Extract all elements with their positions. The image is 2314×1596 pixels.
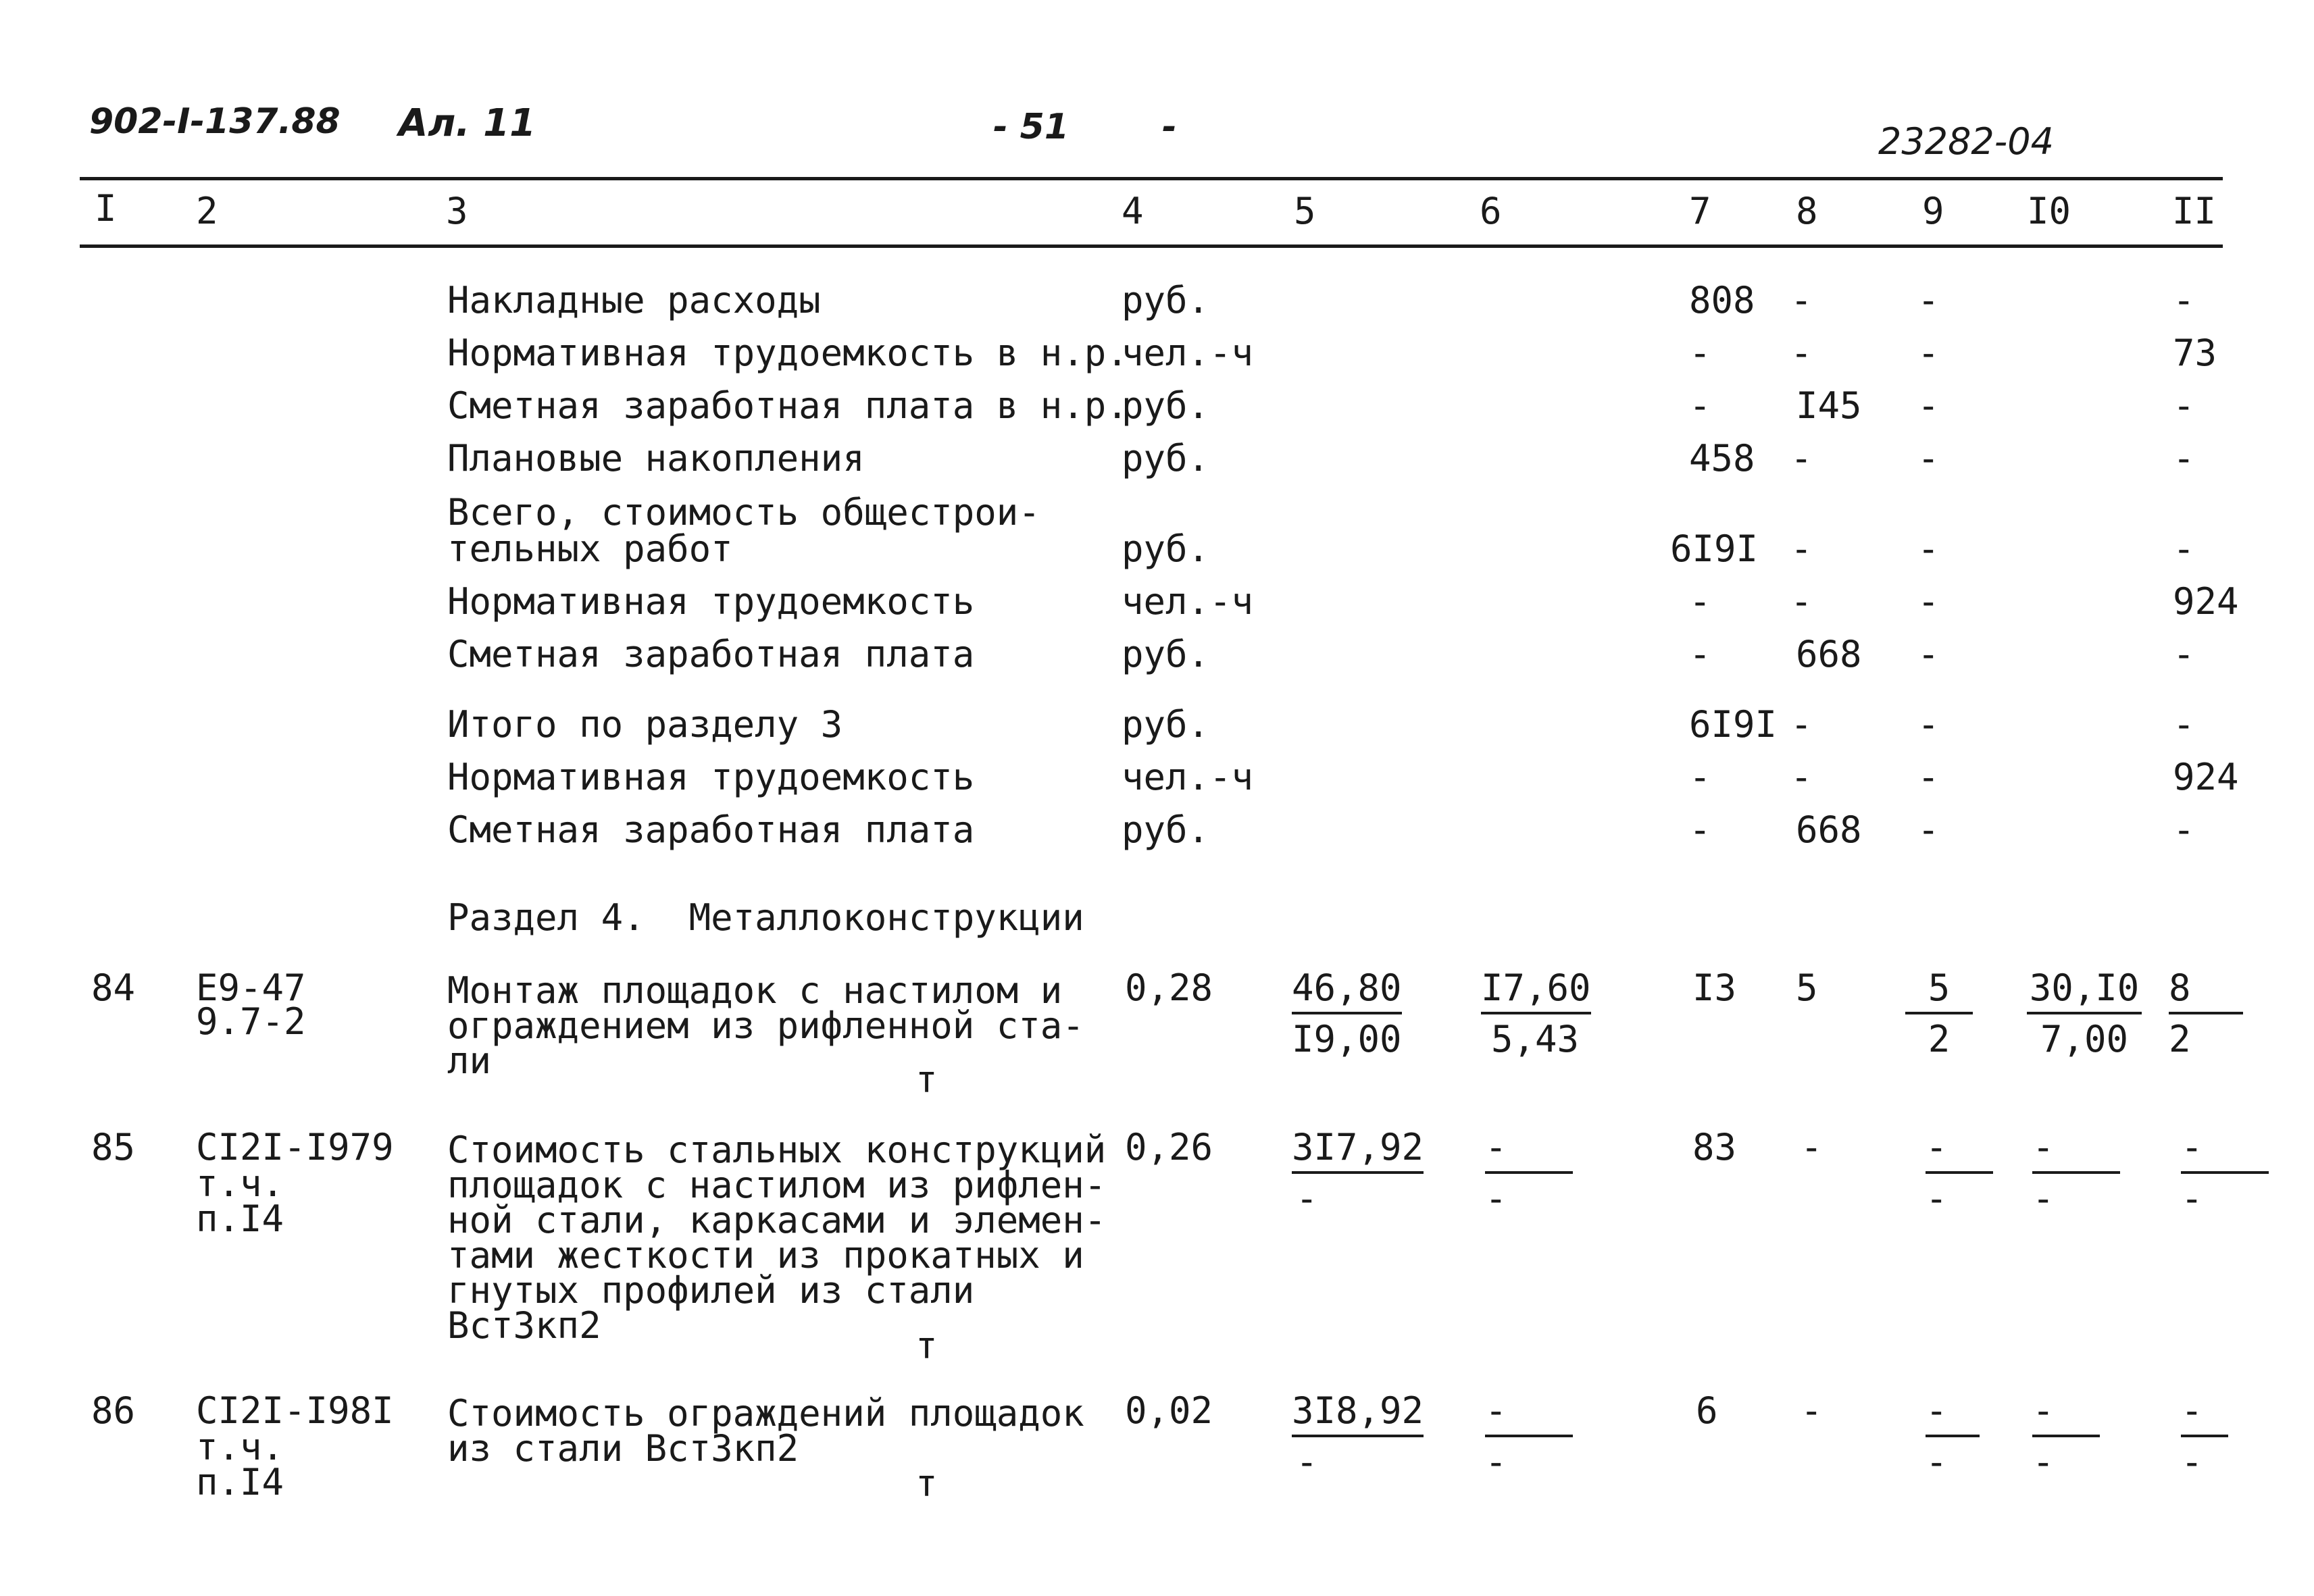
item-c6 <box>1481 967 1591 1060</box>
summary-row-c9: - <box>1917 527 1940 570</box>
item-c5-top: 3I8,92 <box>1292 1393 1424 1437</box>
summary-row-unit: руб. <box>1122 703 1210 746</box>
summary-row-name-line1: Всего, стоимость общестрои- <box>447 491 1040 534</box>
item-code-line: т.ч. <box>196 1162 284 1205</box>
summary-row-name: Сметная заработная плата в н.р. <box>447 384 1128 427</box>
item-c10-top: - <box>2032 1129 2120 1174</box>
item-desc-line: из стали ВстЗкп2 <box>447 1427 799 1470</box>
item-quantity: 0,26 <box>1125 1126 1213 1168</box>
item-c11-bottom: - <box>2181 1177 2203 1220</box>
header-rule-bottom <box>80 244 2223 248</box>
album-code: 23282-04 <box>1878 120 2054 163</box>
item-unit: т <box>915 1324 938 1367</box>
item-c5 <box>1292 1126 1424 1220</box>
summary-row-c8: - <box>1790 437 1813 480</box>
item-code-line: СI2I-I98I <box>196 1389 394 1432</box>
item-number: 84 <box>91 967 136 1009</box>
summary-row-c8: 668 <box>1796 633 1862 675</box>
section-title: Раздел 4. Металлоконструкции <box>447 896 1084 939</box>
summary-row-unit: чел.-ч <box>1122 756 1254 798</box>
summary-row-c7: - <box>1689 808 1711 851</box>
column-number: II <box>2172 190 2217 232</box>
item-c8: - <box>1801 1389 1823 1432</box>
item-c7: I3 <box>1692 967 1737 1009</box>
summary-row-c9: - <box>1917 703 1940 746</box>
summary-row-c11: - <box>2173 808 2195 851</box>
item-c10-top: - <box>2032 1393 2100 1437</box>
summary-row-unit: руб. <box>1122 633 1210 675</box>
item-c10-bottom: 7,00 <box>2040 1018 2129 1060</box>
summary-row-c11: - <box>2173 703 2195 746</box>
summary-row-c11: - <box>2173 279 2195 321</box>
summary-row-name: Сметная заработная плата <box>447 633 975 675</box>
item-desc-line: тами жесткости из прокатных и <box>447 1234 1084 1277</box>
summary-row-c11: - <box>2173 633 2195 675</box>
item-c6 <box>1485 1389 1573 1483</box>
item-c5-bottom: I9,00 <box>1292 1018 1402 1060</box>
item-desc-line: Монтаж площадок с настилом и <box>447 969 1063 1012</box>
column-number: 6 <box>1480 190 1502 232</box>
item-c11 <box>2181 1389 2228 1483</box>
item-unit: т <box>915 1058 938 1101</box>
item-c11-bottom: - <box>2181 1441 2203 1483</box>
summary-row-unit: чел.-ч <box>1122 580 1254 623</box>
item-c10-top: 30,I0 <box>2027 970 2142 1014</box>
item-desc-line: ли <box>447 1039 492 1082</box>
item-c8: 5 <box>1796 967 1818 1009</box>
summary-row-c8: - <box>1790 703 1813 746</box>
item-c10 <box>2032 1389 2100 1483</box>
summary-row-c7: - <box>1689 332 1711 374</box>
item-c9 <box>1926 1389 1980 1483</box>
item-c5 <box>1292 967 1402 1060</box>
summary-row-unit: руб. <box>1122 384 1210 427</box>
summary-row-unit: руб. <box>1122 527 1210 570</box>
item-code-line: СI2I-I979 <box>196 1126 394 1168</box>
item-desc-line: Стоимость ограждений площадок <box>447 1392 1084 1435</box>
item-code-line: п.I4 <box>196 1198 284 1240</box>
summary-row-c7: - <box>1689 384 1711 427</box>
summary-row-c8: - <box>1790 527 1813 570</box>
item-c6-top: - <box>1485 1129 1573 1174</box>
item-c7: 6 <box>1696 1389 1718 1432</box>
item-c11-bottom: 2 <box>2169 1018 2191 1060</box>
item-c9-bottom: - <box>1926 1177 1948 1220</box>
item-code-line: 9.7-2 <box>196 1000 306 1043</box>
sheet-number: Ал. 11 <box>399 101 536 145</box>
item-c11 <box>2169 967 2243 1060</box>
page-number: - 51 <box>993 107 1070 147</box>
item-c10-bottom: - <box>2032 1177 2055 1220</box>
item-c9-top: 5 <box>1905 970 1973 1014</box>
column-number: 5 <box>1294 190 1316 232</box>
summary-row-unit: чел.-ч <box>1122 332 1254 374</box>
summary-row-c8: 668 <box>1796 808 1862 851</box>
summary-row-c7: 458 <box>1689 437 1755 480</box>
item-desc-line: ограждением из рифленной ста- <box>447 1004 1084 1047</box>
item-quantity: 0,28 <box>1125 967 1213 1009</box>
summary-row-c8: - <box>1790 332 1813 374</box>
item-c9-top: - <box>1926 1129 1993 1174</box>
summary-row-c9: - <box>1917 384 1940 427</box>
summary-row-c9: - <box>1917 808 1940 851</box>
item-c11 <box>2181 1126 2269 1220</box>
summary-row-c11: - <box>2173 437 2195 480</box>
item-c7: 83 <box>1692 1126 1737 1168</box>
summary-row-c7: 808 <box>1689 279 1755 321</box>
item-desc-line: ной стали, каркасами и элемен- <box>447 1199 1107 1241</box>
summary-row-c11: 924 <box>2173 756 2239 798</box>
item-c5 <box>1292 1389 1424 1483</box>
summary-row-name: Плановые накопления <box>447 437 865 480</box>
summary-row-name: Нормативная трудоемкость <box>447 756 975 798</box>
page-number-dash: - <box>1162 107 1177 147</box>
item-c6-bottom: - <box>1485 1177 1507 1220</box>
item-code-line: Е9-47 <box>196 967 306 1009</box>
item-desc-line: ВстЗкп2 <box>447 1304 601 1347</box>
item-desc-line: площадок с настилом из рифлен- <box>447 1164 1107 1206</box>
item-c6-bottom: 5,43 <box>1490 1018 1580 1060</box>
item-c8: - <box>1801 1126 1823 1168</box>
summary-row-c8: - <box>1790 279 1813 321</box>
item-c10 <box>2032 1126 2120 1220</box>
summary-row-c11: - <box>2173 384 2195 427</box>
summary-row-name: Нормативная трудоемкость <box>447 580 975 623</box>
item-unit: т <box>915 1462 938 1505</box>
summary-row-name: Сметная заработная плата <box>447 808 975 851</box>
item-c10-bottom: - <box>2032 1441 2055 1483</box>
summary-row-c11: 73 <box>2173 332 2217 374</box>
summary-row-c9: - <box>1917 437 1940 480</box>
item-code-line: п.I4 <box>196 1461 284 1503</box>
summary-row-c9: - <box>1917 332 1940 374</box>
column-number: 7 <box>1689 190 1711 232</box>
summary-row-c11: 924 <box>2173 580 2239 623</box>
summary-row-name-line2: тельных работ <box>447 527 733 570</box>
item-number: 85 <box>91 1126 136 1168</box>
item-c6-bottom: - <box>1485 1441 1507 1483</box>
summary-row-c8: - <box>1790 580 1813 623</box>
item-number: 86 <box>91 1389 136 1432</box>
summary-row-name: Нормативная трудоемкость в н.р. <box>447 332 1128 374</box>
item-c6-top: - <box>1485 1393 1573 1437</box>
item-c6-top: I7,60 <box>1481 970 1591 1014</box>
item-c9 <box>1926 1126 1993 1220</box>
summary-row-c9: - <box>1917 633 1940 675</box>
item-desc-line: Стоимость стальных конструкций <box>447 1129 1107 1171</box>
column-number: 2 <box>196 190 218 232</box>
summary-row-unit: руб. <box>1122 808 1210 851</box>
summary-row-c7: 6I9I <box>1689 703 1778 746</box>
summary-row-c8: - <box>1790 756 1813 798</box>
item-c9 <box>1905 967 1973 1060</box>
summary-row-unit: руб. <box>1122 437 1210 480</box>
item-c9-bottom: 2 <box>1928 1018 1951 1060</box>
column-number: I <box>95 187 117 230</box>
column-number: 3 <box>446 190 468 232</box>
summary-row-c9: - <box>1917 580 1940 623</box>
summary-row-name: Итого по разделу 3 <box>447 703 843 746</box>
item-c11-top: 8 <box>2169 970 2243 1014</box>
summary-row-c7: 6I9I <box>1670 527 1759 570</box>
doc-code: 902-I-137.88 <box>89 101 341 142</box>
item-c9-bottom: - <box>1926 1441 1948 1483</box>
item-c5-bottom: - <box>1296 1441 1318 1483</box>
item-c11-top: - <box>2181 1129 2269 1174</box>
column-number: 4 <box>1122 190 1144 232</box>
item-c10 <box>2027 967 2142 1060</box>
item-c9-top: - <box>1926 1393 1980 1437</box>
summary-row-c7: - <box>1689 580 1711 623</box>
column-number: I0 <box>2027 190 2071 232</box>
summary-row-c7: - <box>1689 756 1711 798</box>
item-quantity: 0,02 <box>1125 1389 1213 1432</box>
item-c5-top: 3I7,92 <box>1292 1129 1424 1174</box>
item-c11-top: - <box>2181 1393 2228 1437</box>
item-c5-bottom: - <box>1296 1177 1318 1220</box>
item-code-line: т.ч. <box>196 1426 284 1468</box>
summary-row-c8: I45 <box>1796 384 1862 427</box>
summary-row-name: Накладные расходы <box>447 279 821 321</box>
summary-row-c11: - <box>2173 527 2195 570</box>
item-c5-top: 46,80 <box>1292 970 1402 1014</box>
summary-row-c9: - <box>1917 279 1940 321</box>
column-number: 8 <box>1796 190 1818 232</box>
item-c6 <box>1485 1126 1573 1220</box>
summary-row-c7: - <box>1689 633 1711 675</box>
summary-row-c9: - <box>1917 756 1940 798</box>
column-number: 9 <box>1922 190 1944 232</box>
header-rule-top <box>80 177 2223 180</box>
summary-row-unit: руб. <box>1122 279 1210 321</box>
item-desc-line: гнутых профилей из стали <box>447 1269 975 1312</box>
